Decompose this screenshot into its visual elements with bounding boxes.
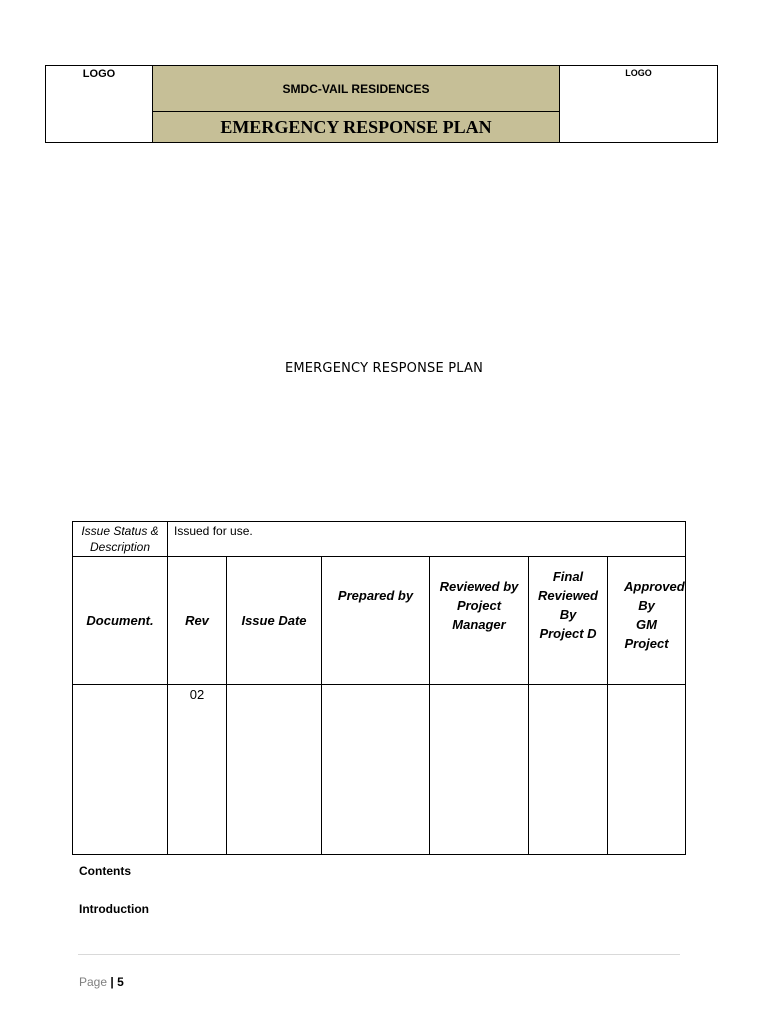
- page-title: EMERGENCY RESPONSE PLAN: [284, 361, 484, 376]
- col-final-reviewed-line: Final: [552, 569, 584, 584]
- header-title-block: [153, 66, 560, 142]
- status-row: [73, 522, 686, 557]
- col-approved-by-line: GM: [636, 617, 657, 632]
- col-final-reviewed-line: Project D: [539, 626, 597, 641]
- logo-left: LOGO: [46, 66, 153, 142]
- issue-status-label: Issue Status & Description: [73, 522, 168, 557]
- page-footer: [79, 975, 124, 989]
- col-approved-by-line: Project: [624, 636, 669, 651]
- cell-document: [73, 685, 168, 855]
- cell-issue-date: [227, 685, 322, 855]
- column-header-row: [73, 557, 686, 685]
- col-final-reviewed: [529, 557, 608, 685]
- col-document: Document.: [73, 557, 168, 685]
- page-label: Page: [79, 975, 108, 989]
- col-approved-by: [608, 557, 686, 685]
- issue-status-value: Issued for use.: [168, 522, 686, 557]
- revision-table: [72, 521, 686, 855]
- col-approved-by-line: Approved: [624, 579, 685, 594]
- col-issue-date: Issue Date: [227, 557, 322, 685]
- col-prepared-by: Prepared by: [322, 557, 430, 685]
- cell-prepared-by: [322, 685, 430, 855]
- header-plan-title: EMERGENCY RESPONSE PLAN: [220, 116, 492, 137]
- col-reviewed-by-line: Manager: [452, 617, 506, 632]
- col-reviewed-by: [430, 557, 529, 685]
- document-header: [45, 65, 718, 143]
- page-number: 5: [117, 975, 124, 989]
- col-reviewed-by-line: Reviewed by: [439, 579, 519, 594]
- col-reviewed-by-line: Project: [456, 598, 502, 613]
- col-final-reviewed-line: Reviewed: [538, 588, 598, 603]
- page-separator: |: [110, 975, 114, 989]
- cell-final-reviewed: [529, 685, 608, 855]
- footer-divider: [78, 954, 680, 955]
- toc-entry-introduction[interactable]: Introduction: [79, 902, 149, 916]
- cell-rev: 02: [168, 685, 227, 855]
- col-rev: Rev: [168, 557, 227, 685]
- contents-heading: Contents: [79, 864, 131, 878]
- table-row: [73, 685, 686, 855]
- col-approved-by-line: By: [638, 598, 655, 613]
- cell-approved-by: [608, 685, 686, 855]
- logo-right: LOGO: [625, 68, 652, 78]
- col-final-reviewed-line: By: [559, 607, 577, 622]
- company-name: SMDC-VAIL RESIDENCES: [153, 66, 559, 112]
- cell-reviewed-by: [430, 685, 529, 855]
